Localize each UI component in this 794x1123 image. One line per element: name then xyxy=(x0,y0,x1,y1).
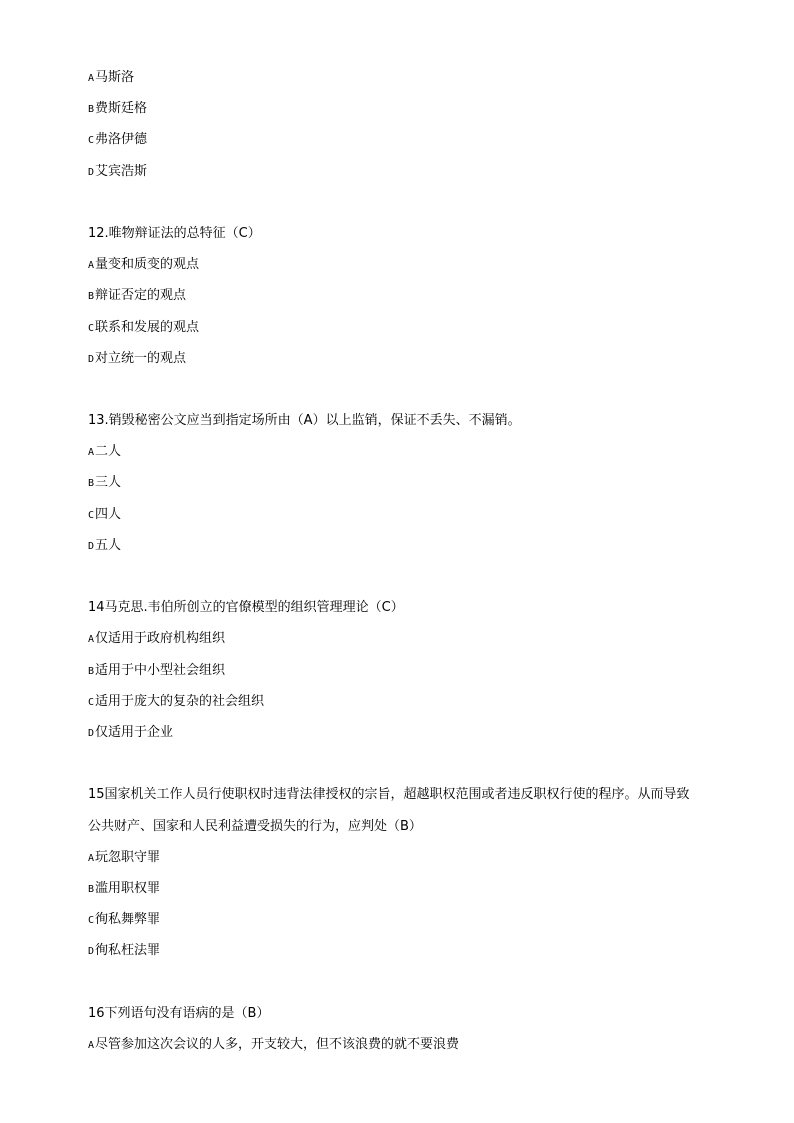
question-13 xyxy=(88,405,748,561)
option-c: C四人 xyxy=(88,506,122,522)
option-a: A量变和质变的观点 xyxy=(88,257,200,273)
option-c: C弗洛伊德 xyxy=(88,132,148,148)
option-c: C徇私舞弊罪 xyxy=(88,912,161,928)
question-title: 16下列语句没有语病的是（B） xyxy=(88,1005,270,1021)
spacer xyxy=(88,187,748,218)
question-title: 12.唯物辩证法的总特征（C） xyxy=(88,225,261,241)
question-title-line-2: 公共财产、国家和人民利益遭受损失的行为，应判处（B） xyxy=(88,818,422,834)
option-a: A仅适用于政府机构组织 xyxy=(88,631,226,647)
question-15 xyxy=(88,779,748,966)
question-12 xyxy=(88,218,748,374)
question-title: 14马克思.韦伯所创立的官僚模型的组织管理理论（C） xyxy=(88,600,404,616)
spacer xyxy=(88,748,748,779)
question-title-line-1: 15国家机关工作人员行使职权时违背法律授权的宗旨，超越职权范围或者违反职权行使的程序。从而导致 xyxy=(88,787,690,803)
spacer xyxy=(88,374,748,405)
option-d: D艾宾浩斯 xyxy=(88,163,148,179)
option-a: A玩忽职守罪 xyxy=(88,849,161,865)
option-c: C适用于庞大的复杂的社会组织 xyxy=(88,693,265,709)
question-block-prev xyxy=(88,62,748,187)
option-b: B费斯廷格 xyxy=(88,101,148,117)
spacer xyxy=(88,966,748,997)
question-title: 13.销毁秘密公文应当到指定场所由（A）以上监销，保证不丢失、不漏销。 xyxy=(88,413,521,429)
option-a: A尽管参加这次会议的人多，开支较大，但不该浪费的就不要浪费 xyxy=(88,1036,460,1052)
question-16 xyxy=(88,998,748,1060)
option-d: D徇私枉法罪 xyxy=(88,943,161,959)
option-b: B三人 xyxy=(88,475,122,491)
option-d: D五人 xyxy=(88,537,122,553)
question-14 xyxy=(88,592,748,748)
option-a: A马斯洛 xyxy=(88,70,135,85)
option-b: B辩证否定的观点 xyxy=(88,288,187,304)
option-b: B滥用职权罪 xyxy=(88,880,161,896)
option-d: D仅适用于企业 xyxy=(88,724,174,740)
option-d: D对立统一的观点 xyxy=(88,350,187,366)
document-page xyxy=(88,62,748,1060)
spacer xyxy=(88,561,748,592)
option-a: A二人 xyxy=(88,444,122,460)
option-b: B适用于中小型社会组织 xyxy=(88,662,226,678)
option-c: C联系和发展的观点 xyxy=(88,319,200,335)
